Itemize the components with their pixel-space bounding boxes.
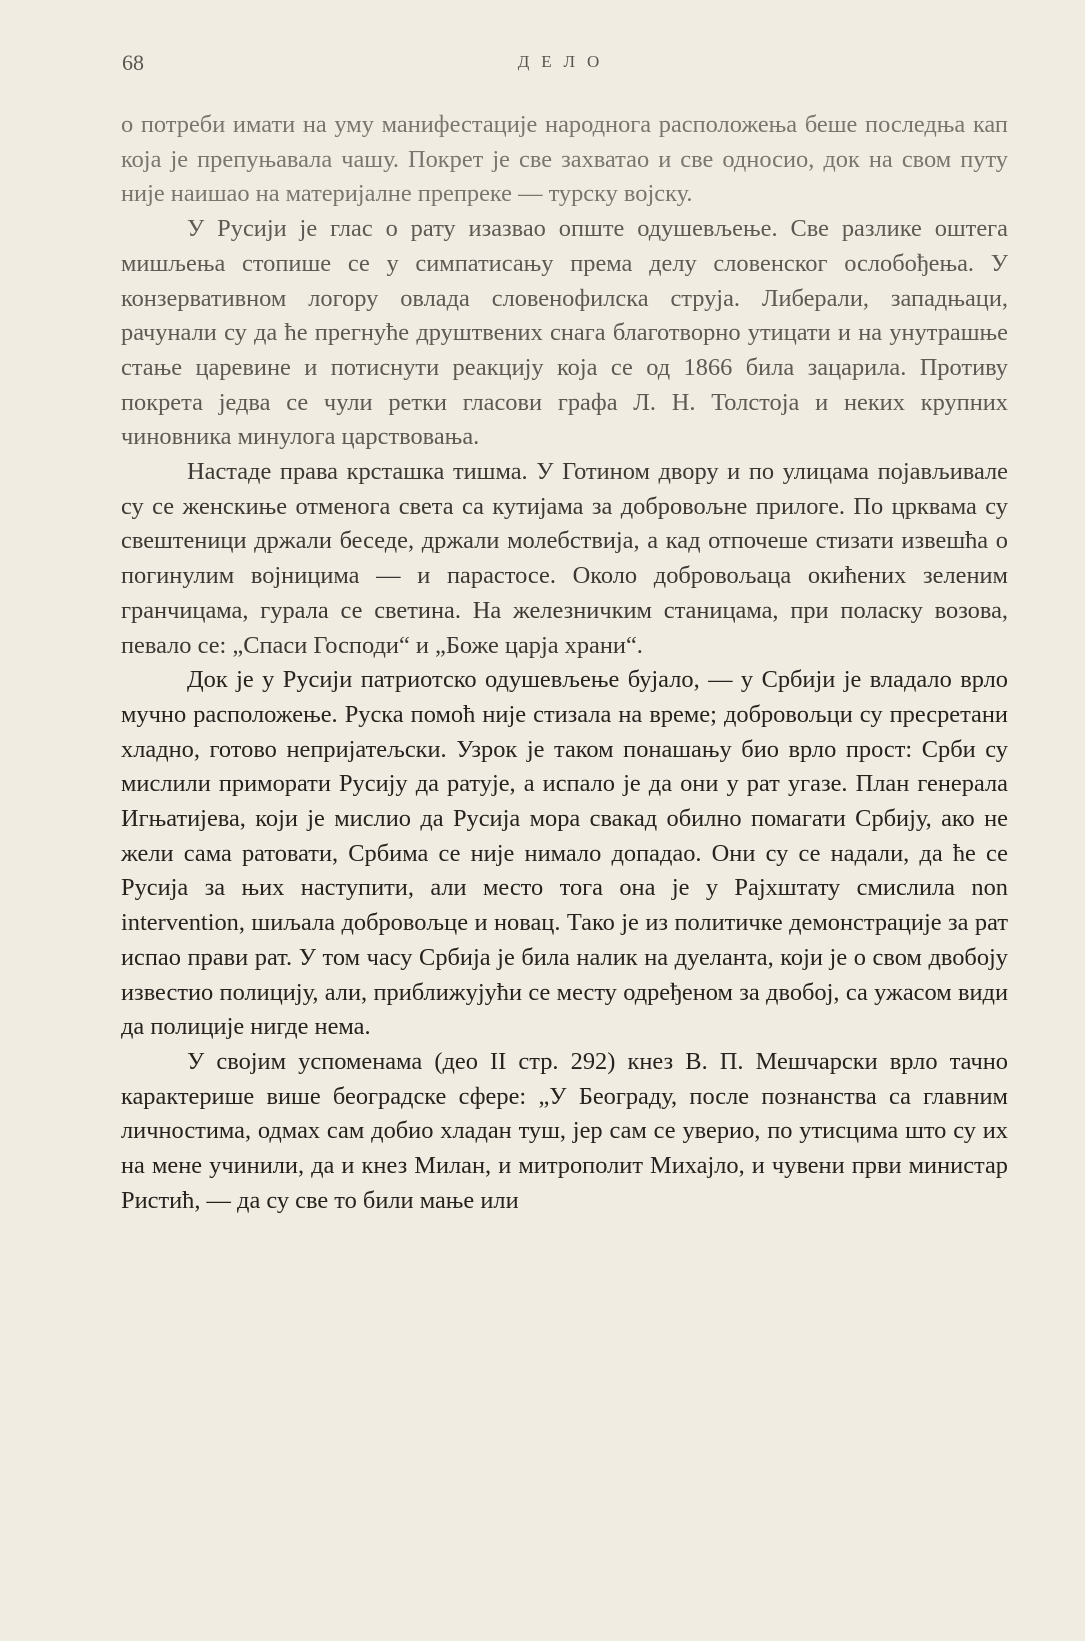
- page-header: [122, 50, 1007, 80]
- paragraph: Настаде права крсташка тишма. У Готином двору и по улицама појављивале су се женскиње отменога света са кутијама за добровољне прилоге. По црквама су свештеници држали беседе, држали молебствија, а кад отпочеше стизати извешћа о погинулим војницима — и парастосе. Около добровољаца окићених зеленим гранчицама, гурала се светина. На железничким станицама, при поласку возова, певало се: „Спаси Господи“ и „Боже царја храни“.: [121, 458, 1008, 659]
- paragraph: У својим успоменама (део II стр. 292) кнез В. П. Мешчарски врло тачно карактерише више београдске сфере: „У Београду, после познанства са главним личностима, одмах сам добио хладан туш, јер сам се уверио, по утисцима што су их на мене учинили, да и кнез Милан, и митрополит Михајло, и чувени први министар Ристић, — да су све то били мање или: [121, 1047, 1008, 1214]
- page-number: 68: [122, 50, 144, 75]
- paragraph: Док је у Русији патриотско одушевљење бујало, — у Србији је владало врло мучно расположење. Руска помоћ није стизала на време; добровољци су пресретани хладно, готово непријатељски. Узрок је таком понашању био врло прост: Срби су мислили приморати Русију да ратује, а испало је да они у рат угазе. План генерала Игњатијева, који је мислио да Русија мора свакад обилно помагати Србију, ако не жели сама ратовати, Србима се није нимало допадао. Они су се надали, да ће се Русија за њих наступити, али место тога она је у Рајхштату смислила non intervention, шиљала добровољце и новац. Тако је из политичке демонстрације за рат испао прави рат. У том часу Србија је била налик на дуеланта, који је о свом двобоју известио полицију, али, приближујући се месту одређеном за двобој, са ужасом види да полиције нигде нема.: [121, 666, 1008, 1041]
- paragraph: У Русији је глас о рату изазвао опште одушевљење. Све разлике оштега мишљења стопише се у симпатисању према делу словенског ослобођења. У конзервативном логору овлада словенофилска струја. Либерали, западњаци, рачунали су да ће прегнуће друштвених снага благотворно утицати и на унутрашње стање царевине и потиснути реакцију која се од 1866 била зацарила. Противу покрета једва се чули ретки гласови графа Л. Н. Толстоја и неких крупних чиновника минулога царствовања.: [121, 215, 1008, 451]
- paragraph: о потреби имати на уму манифестације народнога расположења беше последња кап која је препуњавала чашу. Покрет је све захватао и све односио, док на свом путу није наишао на материјалне препреке — турску војску.: [121, 111, 1008, 208]
- running-title: ДЕЛО: [517, 52, 612, 71]
- body-text: [121, 108, 1008, 1219]
